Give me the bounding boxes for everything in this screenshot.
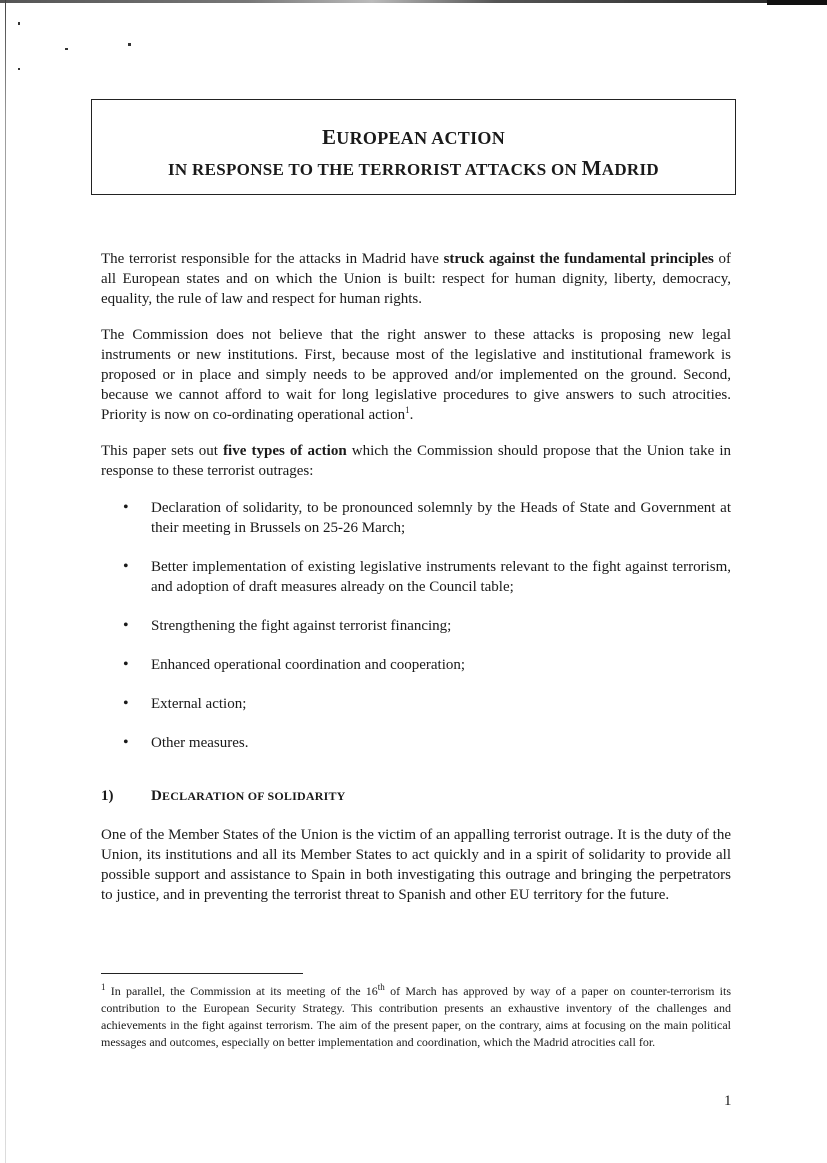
actions-intro-paragraph: This paper sets out five types of action which the Commission should propose that the Union take in response to these terrorist outrages: bbox=[101, 443, 732, 479]
list-item: • External action; bbox=[123, 695, 247, 712]
list-item: • Strengthening the fight against terrorist financing; bbox=[123, 617, 452, 634]
scan-left-edge bbox=[5, 0, 6, 1163]
title-line-2: IN RESPONSE TO THE TERRORIST ATTACKS ON MADRID bbox=[167, 156, 660, 180]
list-item: • Other measures. bbox=[123, 734, 249, 751]
section-title: DECLARATION OF SOLIDARITY bbox=[151, 788, 346, 804]
section-heading bbox=[101, 788, 346, 805]
bullet-icon: • bbox=[123, 617, 129, 634]
scan-speck bbox=[128, 43, 131, 46]
list-item: • Enhanced operational coordination and cooperation; bbox=[123, 656, 466, 673]
commission-paragraph: The Commission does not believe that the right answer to these attacks is proposing new legal instruments or new institutions. First, because most of the legislative and institutional framework is proposed or in place and simply needs to be approved and/or implemented on the ground. Second, because we cannot afford to wait for long legislative procedures to give answers to such atrocities. Priority is now on co-ordinating operational action$^1$. bbox=[101, 327, 731, 423]
bullet-icon: • bbox=[123, 656, 129, 673]
emphasis-text: struck against the fundamental principles bbox=[443, 251, 714, 267]
footnote-reference[interactable]: 1 bbox=[405, 405, 410, 415]
scan-top-edge-dark bbox=[767, 0, 827, 5]
title-box bbox=[91, 99, 736, 195]
page-number: 1 bbox=[724, 1093, 732, 1109]
scan-speck bbox=[18, 22, 20, 25]
title-line-1: EUROPEAN ACTION bbox=[321, 125, 506, 149]
action-list bbox=[121, 498, 731, 772]
footnote-divider bbox=[101, 973, 303, 974]
scan-speck bbox=[18, 68, 20, 70]
bullet-icon: • bbox=[123, 695, 129, 712]
scan-top-edge bbox=[0, 0, 827, 3]
scan-speck bbox=[65, 48, 68, 50]
section-number: 1) bbox=[101, 788, 114, 804]
list-item: • Better implementation of existing legislative instruments relevant to the fight against terrorism, and adoption of draft measures already on the Council table; bbox=[123, 558, 731, 595]
bullet-icon: • bbox=[123, 558, 129, 575]
emphasis-text: five types of action bbox=[223, 443, 347, 459]
bullet-icon: • bbox=[123, 734, 129, 751]
footnote-marker: 1 bbox=[101, 982, 106, 992]
bullet-icon: • bbox=[123, 499, 129, 516]
list-item: • Declaration of solidarity, to be pronounced solemnly by the Heads of State and Government at their meeting in Brussels on 25-26 March; bbox=[123, 499, 731, 536]
intro-paragraph: The terrorist responsible for the attacks in Madrid have struck against the fundamental principles of all European states and on which the Union is built: respect for human dignity, liberty, democracy, equality, the rule of law and respect for human rights. bbox=[101, 251, 731, 307]
solidarity-paragraph: One of the Member States of the Union is the victim of an appalling terrorist outrage. It is the duty of the Union, its institutions and all its Member States to act quickly and in a spirit of solidarity to provide all possible support and assistance to Spain in both investigating this outrage and bringing the perpetrators to justice, and in preventing the terrorist threat to Spanish and other EU territory for the future. bbox=[101, 827, 731, 903]
footnote: $^1$ In parallel, the Commission at its meeting of the 16th of March has approved by way of a paper on counter-terrorism its contribution to the European Security Strategy. This contribution presents an exhaustive inventory of the challenges and achievements in the fight against terrorism. The aim of the present paper, on the contrary, aims at focusing on the main political messages and outcomes, especially on better implementation and coordination, which the Madrid atrocities call for. bbox=[101, 982, 732, 1049]
